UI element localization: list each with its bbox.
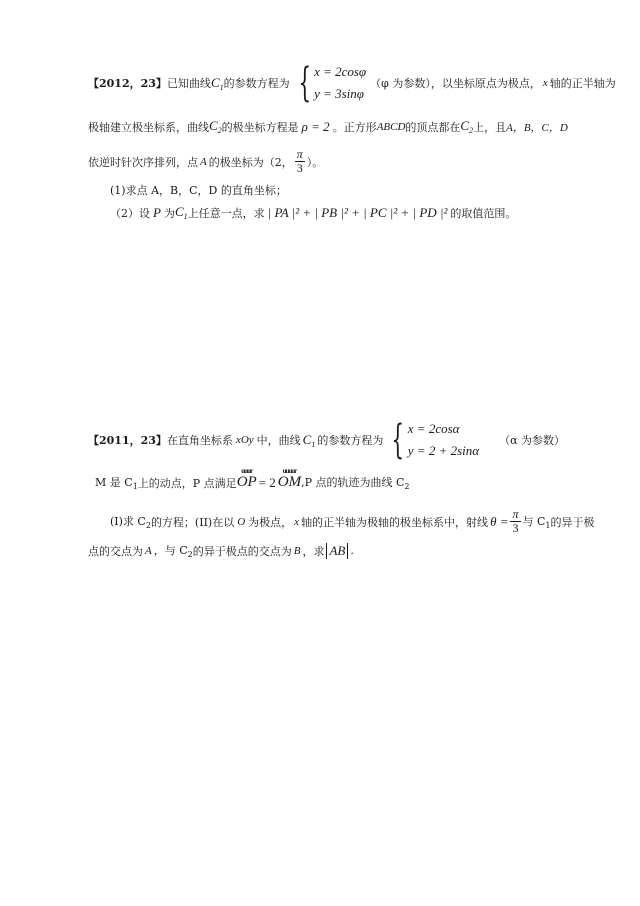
p2-line2-c: ,P 点的轨迹为曲线 $C_2$ bbox=[301, 476, 410, 491]
p2-line4-d: ，求 bbox=[302, 544, 325, 558]
p2-tag: 【2011，23】 bbox=[88, 434, 167, 447]
p2-mid: 中，曲线 bbox=[256, 434, 301, 447]
p1-rho-eq: ρ = 2 bbox=[301, 118, 330, 134]
p1-c2b: $C_2$ bbox=[460, 118, 474, 135]
p1-question2 bbox=[110, 204, 516, 221]
p1-equation-system: { x = 2cosφ y = 3sinφ bbox=[297, 60, 367, 106]
p2-x: x bbox=[294, 515, 300, 528]
p2-vector-op: uuur OP bbox=[236, 467, 257, 490]
p2-line3-e: 与 $C_1$ bbox=[522, 515, 551, 530]
p2-c1: $C_1$ bbox=[302, 431, 316, 449]
p2-param-label: 的参数方程为 bbox=[317, 434, 384, 447]
p2-eq-y: y = 2 + 2sinα bbox=[407, 443, 480, 458]
p1-eq-y: y = 3sinφ bbox=[314, 86, 364, 101]
p2-frac-den: 3 bbox=[512, 521, 519, 535]
p1-line2 bbox=[88, 118, 568, 135]
p1-abcd: ABCD bbox=[376, 120, 406, 133]
p1-q2-b: 为 bbox=[163, 206, 175, 220]
p2-line1 bbox=[88, 417, 566, 463]
p1-eq-x: x = 2cosφ bbox=[314, 64, 367, 79]
p1-line2-e: 上，且 bbox=[473, 120, 507, 134]
p1-frac-num: π bbox=[296, 147, 303, 161]
p1-line2-b: 的极坐标方程是 bbox=[221, 120, 299, 134]
p2-line2-a: M 是 $C_1$ bbox=[95, 476, 138, 491]
p2-equation-system: { x = 2cosα y = 2 + 2sinα bbox=[391, 417, 480, 463]
p2-vec-eq: = 2 bbox=[258, 474, 276, 490]
p1-param-label: 的参数方程为 bbox=[223, 77, 290, 90]
p1-points: A，B，C，D bbox=[506, 121, 568, 134]
p2-line3-b: 的方程；(II)在以 bbox=[150, 515, 235, 529]
p1-point-a: A bbox=[200, 155, 207, 168]
p1-curve: $C_1$ bbox=[210, 74, 224, 92]
p2-line3-d: 轴的正半轴为极轴的极坐标系中，射线 bbox=[301, 515, 489, 529]
p2-line3-a: (I)求 $C_2$ bbox=[110, 515, 151, 530]
p1-question1 bbox=[110, 182, 287, 198]
p1-line2-d: 的顶点都在 bbox=[405, 120, 461, 134]
p1-param-note: （φ 为参数），以坐标原点为极点， bbox=[370, 77, 541, 90]
p2-line3-f: 的异于极 bbox=[550, 515, 595, 529]
p2-abs-ab: AB bbox=[326, 543, 348, 559]
p2-line3 bbox=[110, 508, 595, 535]
p2-param-note: （α 为参数） bbox=[499, 434, 566, 447]
p1-frac-den: 3 bbox=[296, 161, 303, 175]
p2-line2-b: 上的动点，P 点满足 bbox=[137, 476, 237, 490]
p2-pa: A bbox=[145, 544, 152, 557]
p1-q2-expr: | PA |² + | PB |² + | PC |² + | PD |² bbox=[267, 204, 448, 220]
p1-line1 bbox=[88, 60, 616, 106]
p2-line2 bbox=[95, 467, 410, 491]
p1-x-var: x bbox=[542, 77, 548, 89]
p1-line3-b: 的极坐标为（2， bbox=[208, 155, 293, 169]
p2-vector-om: uuuur OM bbox=[277, 467, 302, 490]
p1-line3 bbox=[88, 148, 323, 175]
p1-line3-a: 依逆时针次序排列，点 bbox=[88, 155, 198, 169]
p1-q2-e: 的取值范围。 bbox=[450, 206, 517, 220]
p2-frac-num: π bbox=[512, 507, 519, 521]
p2-line4-b: ，与 $C_2$ bbox=[153, 544, 193, 559]
p2-fraction bbox=[510, 508, 520, 535]
p1-line2-a: 极轴建立极坐标系，曲线 bbox=[88, 120, 209, 134]
p2-line4-a: 点的交点为 bbox=[88, 544, 143, 558]
p2-line4-e: . bbox=[350, 544, 354, 557]
p1-q2-c1: $C_1$ bbox=[174, 204, 188, 221]
p1-c2: $C_2$ bbox=[209, 118, 222, 135]
p2-line4-c: 的异于极点的交点为 bbox=[192, 544, 292, 558]
p1-q2-a: （2）设 bbox=[110, 206, 150, 220]
p1-line3-c: ）。 bbox=[306, 155, 324, 169]
p1-q2-p: P bbox=[153, 204, 161, 220]
p1-intro: 已知曲线 bbox=[166, 77, 211, 90]
p1-line2-c: 。正方形 bbox=[332, 120, 377, 134]
p2-o: O bbox=[237, 515, 246, 528]
p1-fraction bbox=[295, 148, 305, 175]
p2-line4 bbox=[88, 542, 354, 559]
p1-q1: (1)求点 A，B，C，D 的直角坐标； bbox=[110, 184, 287, 197]
p2-eq-x: x = 2cosα bbox=[407, 421, 460, 436]
p2-sys: xOy bbox=[235, 434, 254, 446]
p2-intro: 在直角坐标系 bbox=[166, 434, 233, 447]
p1-q2-d: 上任意一点，求 bbox=[187, 206, 265, 220]
p1-note-end: 轴的正半轴为 bbox=[549, 77, 616, 90]
p1-tag: 【2012，23】 bbox=[88, 77, 167, 90]
p2-line3-c: 为极点， bbox=[248, 515, 293, 529]
p2-pb: B bbox=[293, 544, 301, 557]
p2-theta: θ = bbox=[490, 513, 509, 529]
